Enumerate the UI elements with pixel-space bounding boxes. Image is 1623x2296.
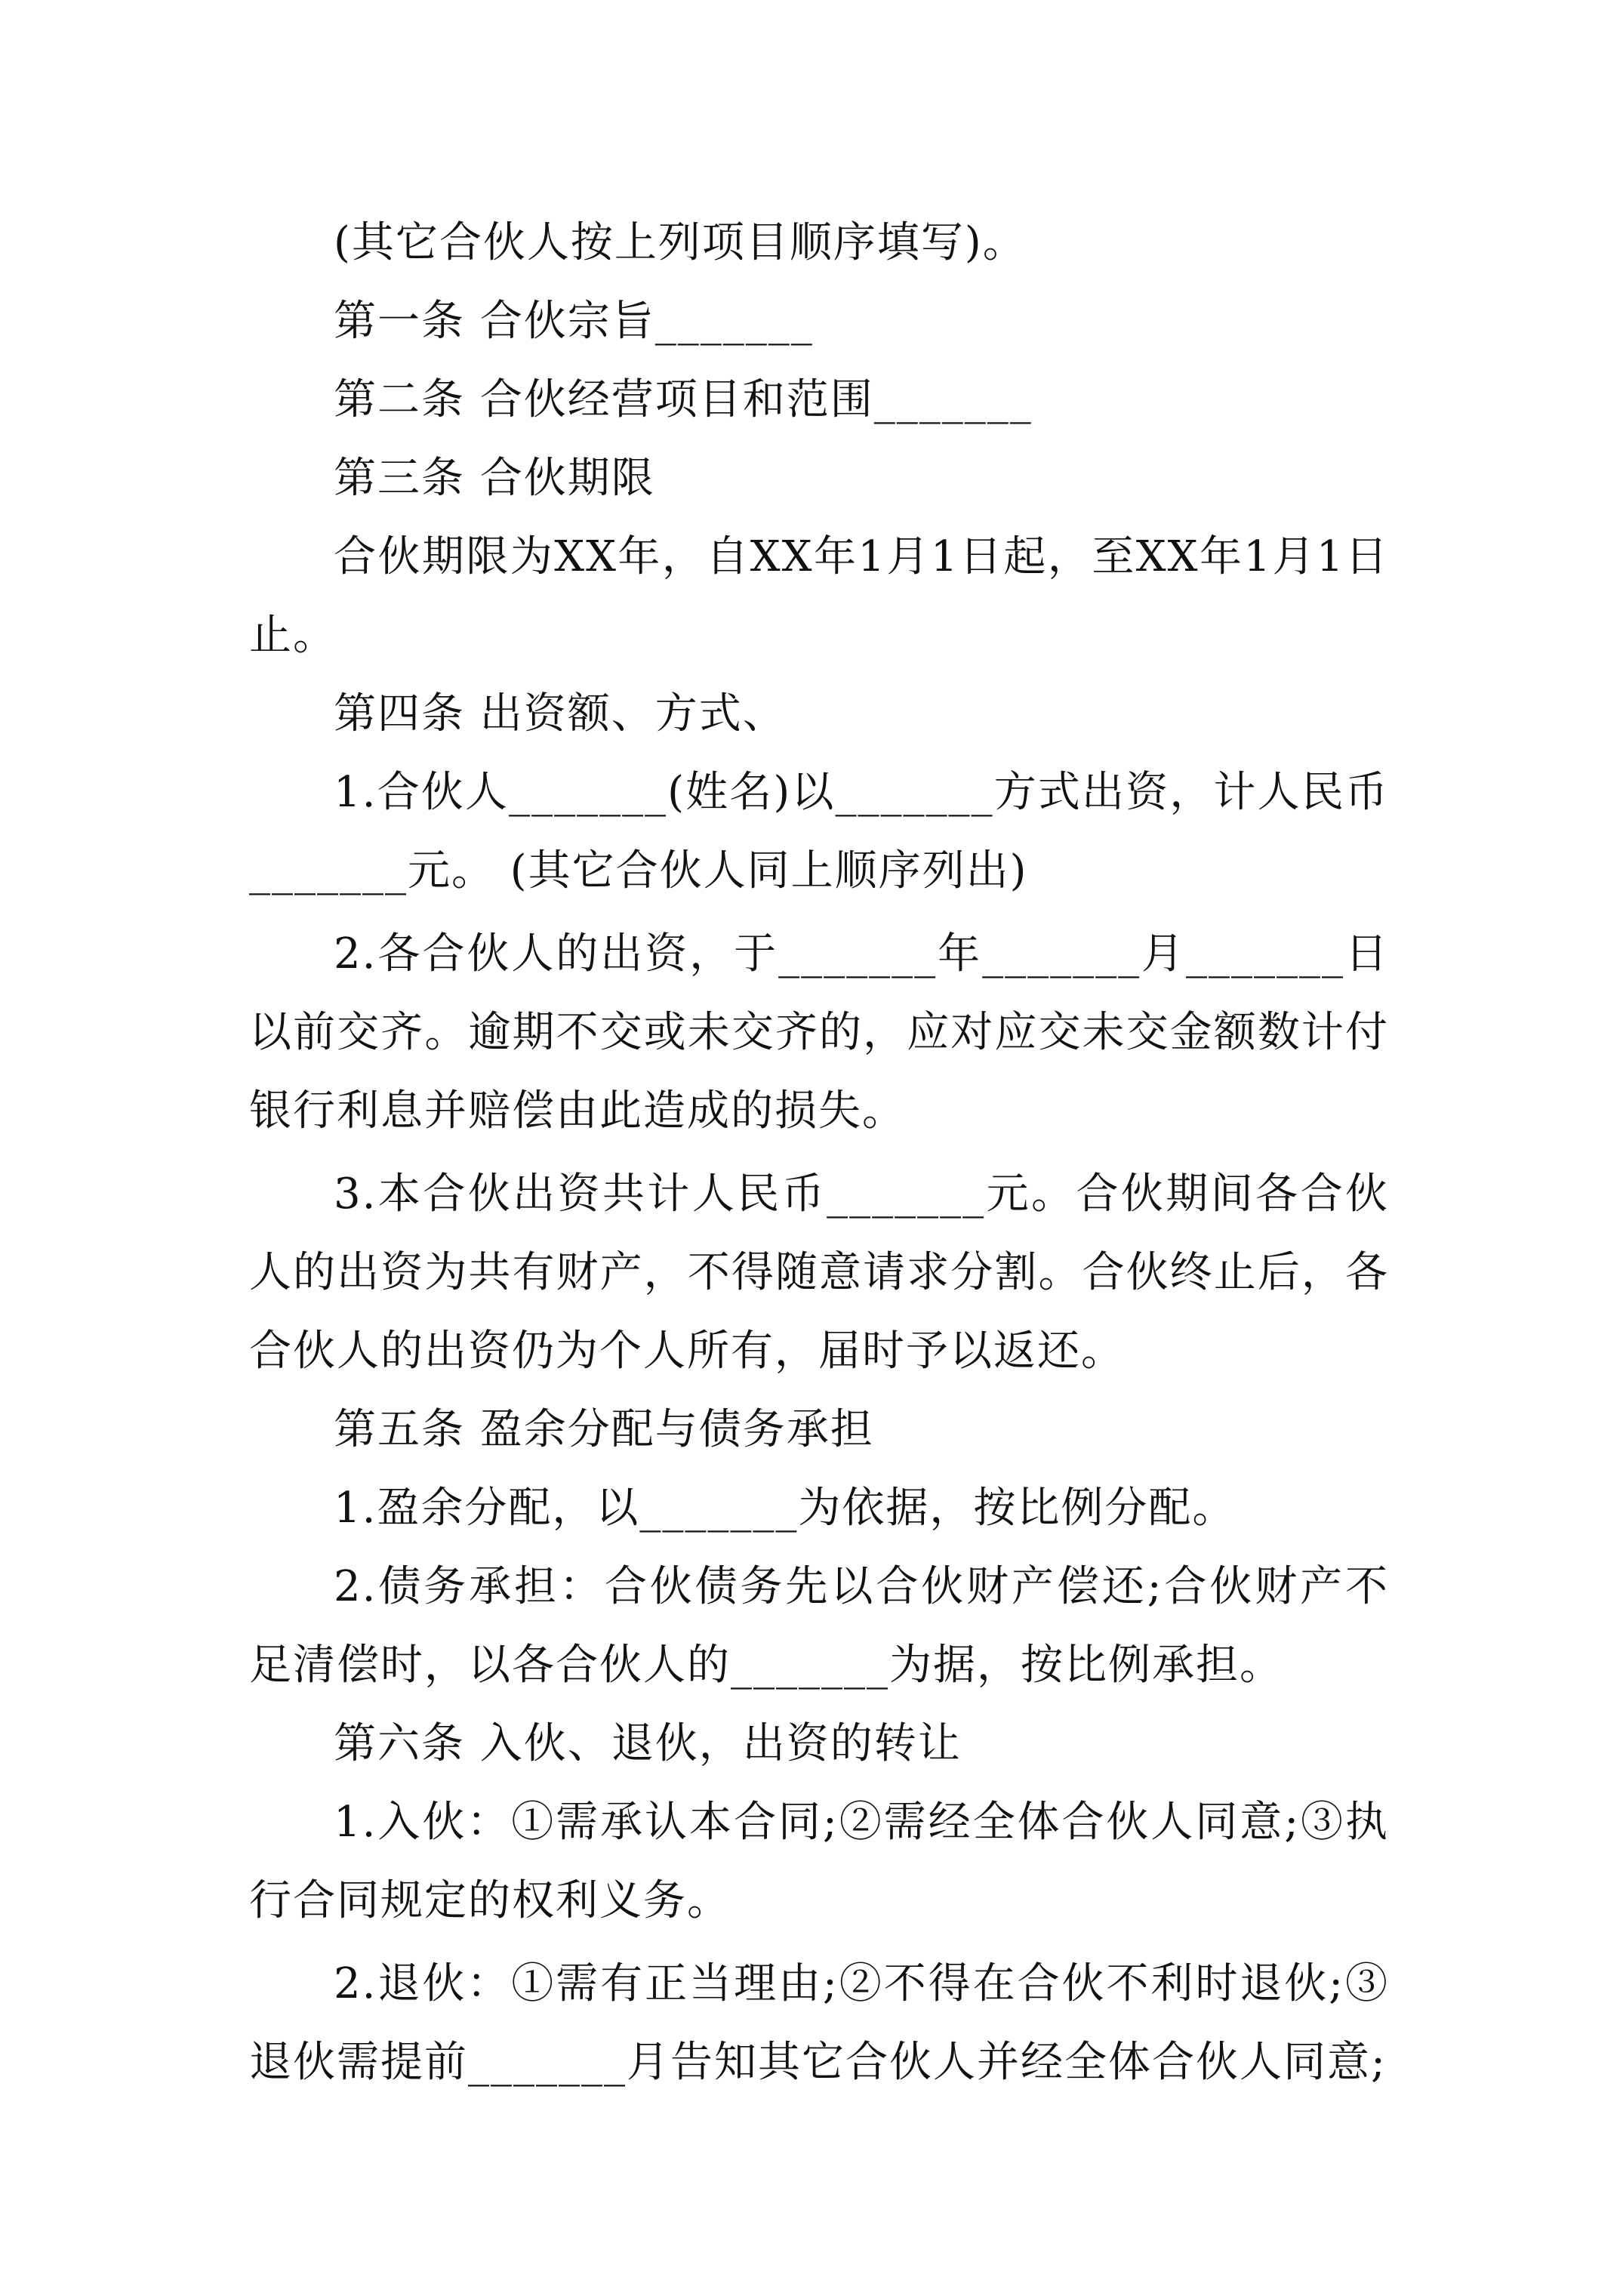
paragraph-debt-bearing: 2.债务承担：合伙债务先以合伙财产偿还;合伙财产不足清偿时，以各合伙人的_______为据，按比例承担。	[249, 1562, 1389, 1690]
paragraph-profit-distribution: 1.盈余分配，以_______为依据，按比例分配。	[334, 1484, 1236, 1533]
paragraph-article-6: 第六条 入伙、退伙，出资的转让	[334, 1719, 962, 1768]
paragraph-contribution-1: 1.合伙人_______(姓名)以_______方式出资，计人民币_______元。 (其它合伙人同上顺序列出)	[249, 768, 1389, 895]
paragraph-term: 合伙期限为XX年，自XX年1月1日起，至XX年1月1日止。	[249, 532, 1390, 660]
paragraph-admission: 1.入伙：①需承认本合同;②需经全体合伙人同意;③执行合同规定的权利义务。	[249, 1798, 1389, 1925]
document-body	[249, 204, 1389, 2102]
paragraph-contribution-2: 2.各合伙人的出资，于_______年_______月_______日以前交齐。逾期不交或未交齐的，应对应交未交金额数计付银行利息并赔偿由此造成的损失。	[249, 929, 1389, 1136]
paragraph-article-2: 第二条 合伙经营项目和范围_______	[334, 375, 1033, 424]
paragraph-article-3: 第三条 合伙期限	[334, 454, 655, 503]
paragraph-withdrawal: 2.退伙：①需有正当理由;②不得在合伙不利时退伙;③退伙需提前_______月告知其它合伙人并经全体合伙人同意;	[249, 1959, 1389, 2087]
paragraph-article-4: 第四条 出资额、方式、	[334, 689, 787, 738]
paragraph-other-partners-note: (其它合伙人按上列项目顺序填写)。	[334, 218, 1027, 267]
paragraph-article-1: 第一条 合伙宗旨_______	[334, 297, 814, 346]
paragraph-contribution-3: 3.本合伙出资共计人民币_______元。合伙期间各合伙人的出资为共有财产，不得随意请求分割。合伙终止后，各合伙人的出资仍为个人所有，届时予以返还。	[249, 1170, 1389, 1376]
paragraph-article-5: 第五条 盈余分配与债务承担	[334, 1405, 874, 1454]
